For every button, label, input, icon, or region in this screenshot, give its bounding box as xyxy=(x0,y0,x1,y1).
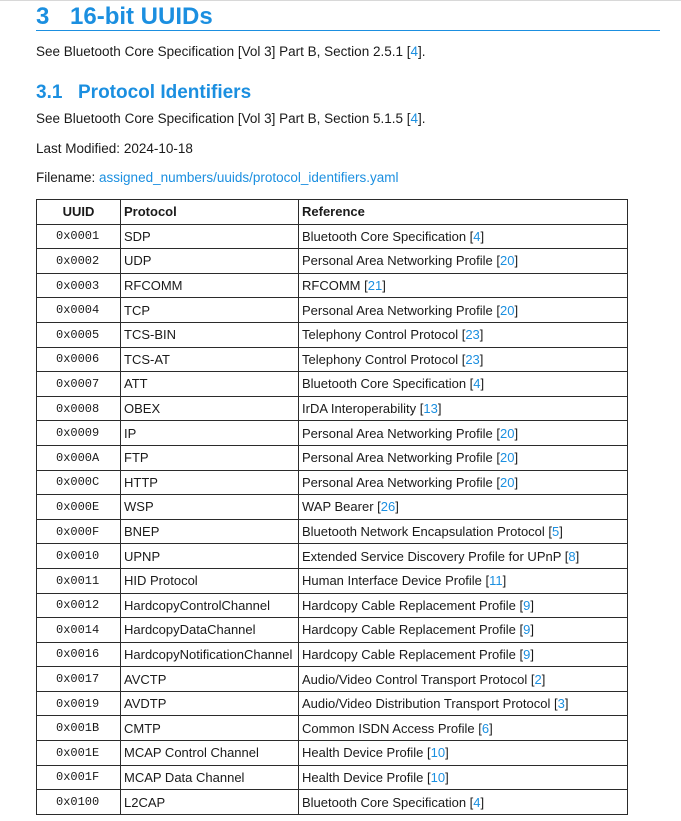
reference-link[interactable]: 20 xyxy=(499,302,515,318)
protocol-cell: FTP xyxy=(121,445,299,470)
table-row xyxy=(37,618,628,643)
reference-close-bracket: ] xyxy=(530,646,534,662)
reference-close-bracket: ] xyxy=(437,401,442,417)
reference-text: Bluetooth Core Specification [ xyxy=(302,376,474,392)
section-description xyxy=(36,43,426,61)
uuid-cell: 0x0009 xyxy=(37,421,121,446)
last-modified-label: Last Modified: xyxy=(36,141,121,156)
table-row xyxy=(37,322,628,347)
header-uuid: UUID xyxy=(37,200,121,225)
reference-close-bracket: ] xyxy=(514,474,519,490)
reference-link[interactable]: 9 xyxy=(523,597,531,613)
reference-close-bracket: ] xyxy=(530,597,534,613)
uuid-cell: 0x001E xyxy=(37,741,121,766)
table-header-row xyxy=(37,200,628,225)
reference-link[interactable]: 20 xyxy=(499,474,515,490)
table-row xyxy=(37,421,628,446)
subsection-see-text: See Bluetooth Core Specification [Vol 3] Part B, Section 5.1.5 [ xyxy=(36,111,411,126)
subsection-see-tail: ]. xyxy=(418,111,426,126)
protocol-cell: HardcopyNotificationChannel xyxy=(121,642,299,667)
protocol-cell: TCS-AT xyxy=(121,347,299,372)
protocol-cell: MCAP Control Channel xyxy=(121,741,299,766)
last-modified xyxy=(36,140,193,158)
uuid-cell: 0x0010 xyxy=(37,544,121,569)
reference-close-bracket: ] xyxy=(514,425,519,441)
protocol-cell: HTTP xyxy=(121,470,299,495)
table-row xyxy=(37,298,628,323)
reference-link[interactable]: 23 xyxy=(465,327,480,343)
reference-link[interactable]: 10 xyxy=(430,745,446,761)
section-see-text: See Bluetooth Core Specification [Vol 3] Part B, Section 2.5.1 [ xyxy=(36,44,411,59)
protocol-cell: ATT xyxy=(121,372,299,397)
reference-cell xyxy=(299,224,628,249)
protocol-cell: AVCTP xyxy=(121,667,299,692)
reference-cell xyxy=(299,298,628,323)
protocol-cell: IP xyxy=(121,421,299,446)
reference-cell xyxy=(299,765,628,790)
reference-close-bracket: ] xyxy=(530,622,534,638)
table-row xyxy=(37,470,628,495)
reference-link[interactable]: 9 xyxy=(523,646,531,662)
reference-link[interactable]: 5 xyxy=(552,524,560,540)
table-row xyxy=(37,544,628,569)
reference-link[interactable]: 6 xyxy=(481,720,490,736)
reference-text: Personal Area Networking Profile [ xyxy=(302,253,500,269)
table-row xyxy=(37,741,628,766)
reference-text: Health Device Profile [ xyxy=(302,769,431,785)
header-reference: Reference xyxy=(299,200,628,225)
section-heading xyxy=(36,4,660,31)
table-row xyxy=(37,372,628,397)
reference-link[interactable]: 4 xyxy=(473,794,481,810)
uuid-cell: 0x0016 xyxy=(37,642,121,667)
reference-cell xyxy=(299,322,628,347)
reference-close-bracket: ] xyxy=(480,794,485,810)
reference-text: Audio/Video Distribution Transport Protocol [ xyxy=(302,696,558,712)
reference-cell xyxy=(299,396,628,421)
protocol-cell: TCS-BIN xyxy=(121,322,299,347)
reference-link[interactable]: 20 xyxy=(499,253,515,269)
reference-cell xyxy=(299,273,628,298)
subsection-heading xyxy=(36,82,251,104)
reference-link[interactable]: 13 xyxy=(423,401,438,417)
reference-close-bracket: ] xyxy=(445,745,449,761)
reference-cell xyxy=(299,347,628,372)
table-row xyxy=(37,716,628,741)
uuid-cell: 0x0008 xyxy=(37,396,121,421)
reference-cell xyxy=(299,470,628,495)
uuid-cell: 0x000E xyxy=(37,495,121,520)
filename xyxy=(36,169,398,187)
reference-text: Personal Area Networking Profile [ xyxy=(302,474,500,490)
reference-link[interactable]: 26 xyxy=(380,499,396,515)
protocol-identifiers-table xyxy=(36,199,628,815)
protocol-cell: SDP xyxy=(121,224,299,249)
reference-link[interactable]: 20 xyxy=(499,425,515,441)
reference-link[interactable]: 8 xyxy=(568,548,576,564)
subsection-description xyxy=(36,110,426,128)
subsection-ref-link[interactable]: 4 xyxy=(410,111,418,126)
reference-text: Hardcopy Cable Replacement Profile [ xyxy=(302,646,524,662)
uuid-cell: 0x001F xyxy=(37,765,121,790)
section-see-tail: ]. xyxy=(418,44,426,59)
reference-text: WAP Bearer [ xyxy=(302,499,381,515)
reference-cell xyxy=(299,495,628,520)
uuid-cell: 0x000F xyxy=(37,519,121,544)
reference-link[interactable]: 3 xyxy=(557,696,565,712)
uuid-cell: 0x0001 xyxy=(37,224,121,249)
reference-close-bracket: ] xyxy=(564,696,569,712)
uuid-cell: 0x0019 xyxy=(37,691,121,716)
uuid-cell: 0x0005 xyxy=(37,322,121,347)
reference-close-bracket: ] xyxy=(479,351,484,367)
reference-link[interactable]: 20 xyxy=(499,450,515,466)
uuid-cell: 0x0004 xyxy=(37,298,121,323)
reference-text: Telephony Control Protocol [ xyxy=(302,327,466,343)
reference-cell xyxy=(299,618,628,643)
reference-cell xyxy=(299,544,628,569)
reference-close-bracket: ] xyxy=(480,228,485,244)
table-row xyxy=(37,790,628,815)
section-ref-link[interactable]: 4 xyxy=(410,44,418,59)
reference-text: Bluetooth Core Specification [ xyxy=(302,794,474,810)
reference-text: Bluetooth Network Encapsulation Protocol [ xyxy=(302,524,553,540)
reference-text: Personal Area Networking Profile [ xyxy=(302,450,500,466)
reference-cell xyxy=(299,445,628,470)
uuid-cell: 0x000C xyxy=(37,470,121,495)
reference-text: Health Device Profile [ xyxy=(302,745,431,761)
protocol-cell: HardcopyDataChannel xyxy=(121,618,299,643)
subsection-number: 3.1 xyxy=(36,82,63,103)
table-row xyxy=(37,347,628,372)
uuid-cell: 0x0100 xyxy=(37,790,121,815)
uuid-cell: 0x0011 xyxy=(37,568,121,593)
reference-cell xyxy=(299,249,628,274)
reference-text: Telephony Control Protocol [ xyxy=(302,351,466,367)
reference-cell xyxy=(299,691,628,716)
section-title: 16-bit UUIDs xyxy=(70,3,213,30)
reference-close-bracket: ] xyxy=(479,327,484,343)
table-row xyxy=(37,445,628,470)
reference-link[interactable]: 21 xyxy=(367,278,383,294)
reference-text: Hardcopy Cable Replacement Profile [ xyxy=(302,622,524,638)
filename-label: Filename: xyxy=(36,170,96,185)
protocol-cell: UPNP xyxy=(121,544,299,569)
reference-cell xyxy=(299,741,628,766)
uuid-cell: 0x001B xyxy=(37,716,121,741)
reference-text: Extended Service Discovery Profile for UPnP [ xyxy=(302,548,569,564)
reference-text: Audio/Video Control Transport Protocol [ xyxy=(302,671,535,687)
protocol-cell: HID Protocol xyxy=(121,568,299,593)
reference-close-bracket: ] xyxy=(514,253,519,269)
reference-cell xyxy=(299,519,628,544)
reference-link[interactable]: 11 xyxy=(489,573,503,589)
reference-close-bracket: ] xyxy=(489,720,493,736)
uuid-cell: 0x0014 xyxy=(37,618,121,643)
reference-cell xyxy=(299,790,628,815)
table-row xyxy=(37,273,628,298)
table-row xyxy=(37,519,628,544)
protocol-cell: BNEP xyxy=(121,519,299,544)
reference-text: Common ISDN Access Profile [ xyxy=(302,720,482,736)
table-row xyxy=(37,765,628,790)
reference-cell xyxy=(299,593,628,618)
reference-link[interactable]: 4 xyxy=(473,376,481,392)
reference-text: Hardcopy Cable Replacement Profile [ xyxy=(302,597,524,613)
reference-close-bracket: ] xyxy=(541,671,546,687)
subsection-title: Protocol Identifiers xyxy=(78,82,252,103)
uuid-cell: 0x000A xyxy=(37,445,121,470)
protocol-cell: L2CAP xyxy=(121,790,299,815)
protocol-cell: MCAP Data Channel xyxy=(121,765,299,790)
protocol-cell: HardcopyControlChannel xyxy=(121,593,299,618)
protocol-cell: TCP xyxy=(121,298,299,323)
reference-link[interactable]: 9 xyxy=(523,622,531,638)
top-divider xyxy=(0,0,681,1)
reference-text: Personal Area Networking Profile [ xyxy=(302,302,500,318)
uuid-cell: 0x0002 xyxy=(37,249,121,274)
protocol-cell: WSP xyxy=(121,495,299,520)
last-modified-value: 2024-10-18 xyxy=(123,141,193,156)
reference-text: RFCOMM [ xyxy=(302,278,368,294)
reference-cell xyxy=(299,667,628,692)
table-row xyxy=(37,224,628,249)
reference-cell xyxy=(299,568,628,593)
reference-close-bracket: ] xyxy=(445,769,449,785)
reference-cell xyxy=(299,421,628,446)
table-row xyxy=(37,495,628,520)
protocol-cell: AVDTP xyxy=(121,691,299,716)
reference-cell xyxy=(299,372,628,397)
reference-text: Bluetooth Core Specification [ xyxy=(302,228,474,244)
table-row xyxy=(37,568,628,593)
uuid-cell: 0x0003 xyxy=(37,273,121,298)
reference-cell xyxy=(299,642,628,667)
reference-close-bracket: ] xyxy=(502,573,507,589)
reference-text: IrDA Interoperability [ xyxy=(302,401,424,417)
table-row xyxy=(37,642,628,667)
header-protocol: Protocol xyxy=(121,200,299,225)
table-row xyxy=(37,593,628,618)
uuid-cell: 0x0006 xyxy=(37,347,121,372)
reference-text: Human Interface Device Profile [ xyxy=(302,573,490,589)
protocol-cell: RFCOMM xyxy=(121,273,299,298)
protocol-cell: CMTP xyxy=(121,716,299,741)
filename-link[interactable]: assigned_numbers/uuids/protocol_identifiers.yaml xyxy=(99,170,399,185)
reference-close-bracket: ] xyxy=(382,278,386,294)
reference-close-bracket: ] xyxy=(395,499,399,515)
reference-close-bracket: ] xyxy=(514,302,519,318)
reference-link[interactable]: 4 xyxy=(473,228,481,244)
protocol-cell: OBEX xyxy=(121,396,299,421)
uuid-cell: 0x0007 xyxy=(37,372,121,397)
table-row xyxy=(37,396,628,421)
reference-link[interactable]: 10 xyxy=(430,769,446,785)
reference-close-bracket: ] xyxy=(575,548,580,564)
section-number: 3 xyxy=(36,3,50,30)
reference-link[interactable]: 23 xyxy=(465,351,480,367)
uuid-cell: 0x0012 xyxy=(37,593,121,618)
reference-text: Personal Area Networking Profile [ xyxy=(302,425,500,441)
table-row xyxy=(37,691,628,716)
reference-close-bracket: ] xyxy=(559,524,563,540)
reference-close-bracket: ] xyxy=(514,450,519,466)
reference-close-bracket: ] xyxy=(480,376,485,392)
protocol-cell: UDP xyxy=(121,249,299,274)
table-row xyxy=(37,667,628,692)
table-row xyxy=(37,249,628,274)
reference-link[interactable]: 2 xyxy=(534,671,542,687)
reference-cell xyxy=(299,716,628,741)
uuid-cell: 0x0017 xyxy=(37,667,121,692)
